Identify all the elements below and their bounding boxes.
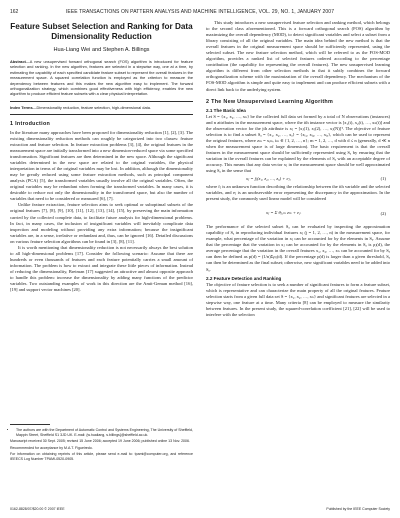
section-1-body [10,130,193,293]
author-affiliation-note: • The authors are with the Department of Automatic Control and Systems Engineering, The University of Sheffield, Mappin Street, Sheffield S1 3JD UK. E-mail: {w.hualiang, s.billings}@sheffield.ac.uk. [16,428,193,437]
equation-1 [206,176,390,182]
running-header [10,9,390,18]
abstract-divider [10,101,193,102]
equation-2-text: xⱼ = Σ θⱼ,ₘ zₘ + eⱼ. [266,210,302,216]
index-terms-text: —Dimensionality reduction, feature selection, high-dimensional data. [32,104,151,110]
section-2-heading: 2 The New Unsupervised Learning Algorithm [206,98,334,105]
index-terms [10,105,193,110]
subsection-2-2-body [206,282,390,318]
intro-paragraph: It is worth mentioning that dimensionality reduction is not necessarily always the best solution to all high-dimensional problems [17]. Consider the following scenario: Assume that there are hundreds or even thousands of features and each feature potentially carries a small amount of information. The problem is how to extract and integrate these little pieces of information. Instead of reducing the dimensionality, Breiman [17] suggested an attractive and almost opposite approach to handle this problem: increase the dimensionality by adding many functions of the predictor variables. Two outstanding examples of work in this direction are the Amit-Geman method [16], [19] and support vector machines [20]. [10,244,193,293]
manuscript-dates-note: Manuscript received 30 Sept. 2005; revised 15 June 2006; accepted 19 June 2006; published online 13 Nov. 2006. [10,439,190,444]
abstract [10,59,193,97]
abstract-label: Abstract [10,59,26,64]
equation-2-number: (2) [380,210,386,216]
publisher-line: Published by the IEEE Computer Society [326,507,390,511]
equation-2 [206,206,390,220]
subsection-2-1-body [206,114,390,174]
intro-paragraph: Unlike feature extraction, feature selection aims to seek optimal or suboptimal subsets of the original features [7], [8], [9], [10], [11], [12], [13], [14], [15], by preserving the main information carried by the collected complete data, to facilitate future analysis for high-dimensional problems. In fact, in many cases, the inclusion of insignificant variables will inevitably complicate data inspection and modeling without providing any extra information; because the insignificant variables are, in a sense, irrelative or redundant and, thus, can be ignored [16]. Detailed discussions on various feature selection algorithms can be found in [3], [8], [11]. [10,202,193,244]
section-1-continued [206,20,390,93]
equation-1-text: xⱼ = fⱼ(z₁, z₂, …, zₐ) + eⱼ, [246,176,291,182]
basic-idea-paragraph: The performance of the selected subset Sₐ can be evaluated by inspecting the approximation capability of Sₐ in reproducing individual features xⱼ (j = 1, 2, …, n) in the measurement space, for example, what percentage of the variation in xⱼ can be accounted for by the elements in Sₐ. Assume that the percentage that the variation in xⱼ can be accounted for by the elements in Sₐ is ρⱼ(d), the average percentage that the variation in the overall features x₁, x₂, …, xₙ can be accounted for by Sₐ can then be defined as p(d) = (1/n)Σρⱼ(d). If the percentage p(d) is larger than a given threshold, Sₐ can then be determined as the final subset; otherwise, new significant variables need to be added into Sₐ. [206,224,390,272]
intro-paragraph: In the literature many approaches have been proposed for dimensionality reduction [1], [2], [3]. The existing dimensionality reduction methods can roughly be categorized into two classes: feature extraction and feature selection. In feature extraction problems [3], [4], the original features in the measurement space are initially transformed into a new dimension-reduced space via some specified transformation. Significant features are then determined in the new space. Although the significant variables determined in the new space are related to the original variables, the physical interpretation in terms of the original variables may be lost. In addition, although the dimensionality may be greatly reduced using some feature extraction methods, such as principal component analysis (PCA) [5], the transformed variables usually involve all the original variables. Often, the original variables may be redundant when forming the transformed variables. In many cases, it is desirable to reduce not only the dimensionality in the transformed space, but also the number of variables that need to be considered or measured [6], [7]. [10,129,193,202]
journal-name: IEEE TRANSACTIONS ON PATTERN ANALYSIS AND MACHINE INTELLIGENCE, VOL. 29, NO. 1, JANUARY 2007 [65,9,335,15]
paper-authors: Hua-Liang Wei and Stephen A. Billings [53,47,150,53]
footnote-rule [10,424,50,425]
index-terms-label: Index Terms [10,104,33,110]
basic-idea-paragraph: where fⱼ is an unknown function describing the relationship between the ith variable and the selected variables, and eⱼ is an unobservable error representing the discrepancy in the approximation. In the present study, the commonly used linear model will be considered [206,184,390,202]
index-divider [10,114,193,115]
paper-title: Feature Subset Selection and Ranking for Data Dimensionality Reduction [10,22,193,41]
editor-note: Recommended for acceptance by M.A.T. Figueiredo. [10,445,93,450]
ranking-paragraph: The objective of feature selection is to seek a number of significant features to form a feature subset, which is representative and can characterize the main property of all the original features. Feature selection starts from a given full data set S = {x₁, x₂, …, xₙ} and significant features are selected in a stepwise way, one feature at a time. Many criteria [8] can be employed to measure the similarity between features. In the present study, the squared-correlation coefficient [21], [22] will be used to interfere with the selection [206,281,390,317]
subsection-2-1-body-cont [206,184,390,202]
abstract-text: —A new unsupervised forward orthogonal search (FOS) algorithm is introduced for feature selection and ranking. In the new algorithm, features are selected in a stepwise way, one at a time, by estimating the capability of each specified candidate feature subset to represent the overall features in the measurement space. A squared correlation function is employed as the criterion to measure the dependency between features and this makes the new algorithm easy to implement. The forward orthogonalization strategy, which combines good effectiveness with high efficiency, enables the new algorithm to produce efficient feature subsets with a clear physical interpretation. [10,59,193,97]
basic-idea-paragraph: Let S = {x₁, x₂, …, xₙ} be the collected full data set formed by a total of N observations (instances) and n attributes in the measurement space, where the ith instance vector is [x₁(t), x₂(t), …, xₙ(t)] and the observation vector for the jth attribute is xⱼ = [xⱼ(1), xⱼ(2), …, xⱼ(N)]ᵀ. The objective of feature selection is to find a subset Sₐ = {x₁, x₂, …, xₐ} = {xᵢ₁, xᵢ₂, …, xᵢₐ}, which can be used to represent the original features, where zₘ = xᵢₘ, iₘ ∈ {1, 2, …, n}; m = 1, 2, …, d with d ≤ n (generally, d ≪ n when the measurement space is of large dimension). The basic requirement is that the overall features in the measurement space should be sufficiently represented using Sₐ by ensuring that the variation in the overall features can be explained by the elements of Sₐ with an acceptable degree of accuracy. This means that any data vector xⱼ in the measurement space should be well approximated using Sₐ in the sense that [206,113,390,173]
reprints-note: For information on obtaining reprints of this article, please send e-mail to: tpami@computer.org, and reference IEEECS Log Number TPAMI-0520-0905. [10,452,193,461]
subsection-2-1-heading: 2.1 The Basic Idea [206,107,246,113]
page-number: 162 [10,9,19,15]
footnotes [10,424,193,462]
equation-1-number: (1) [380,176,386,182]
left-column [10,20,193,293]
right-column [206,20,390,318]
copyright-line: 0162-8828/07/$20.00 © 2007 IEEE [10,507,65,511]
intro-paragraph: This study introduces a new unsupervised feature selection and ranking method, which belongs to the second class aforementioned. This is a forward orthogonal search (FOS) algorithm by maximizing the overall dependency (MOD), to detect significant variables and select a subset from a library consisting of all the original variables. The main idea behind the new method is that the overall features in the original measurement space should be sufficiently represented, using the selected subset. The new feature selection method, which will be referred to as the FOS-MOD algorithm, provides a ranked list of selected features ordered according to the percentage contribution (the capability for representing the overall features). The new unsupervised learning algorithm is different from other selection methods in that it subtly combines the forward orthogonalization scheme with the maximization of the overall dependency. The mechanism of the FOS-MOD algorithm is simple and quite easy to implement and can produce efficient subsets with a direct link back to the underlying system. [206,20,390,92]
section-1-heading: 1 Introduction [10,120,51,127]
subsection-2-2-heading: 2.2 Feature Detection and Ranking [206,275,282,281]
subsection-2-1-body-end [206,224,390,272]
